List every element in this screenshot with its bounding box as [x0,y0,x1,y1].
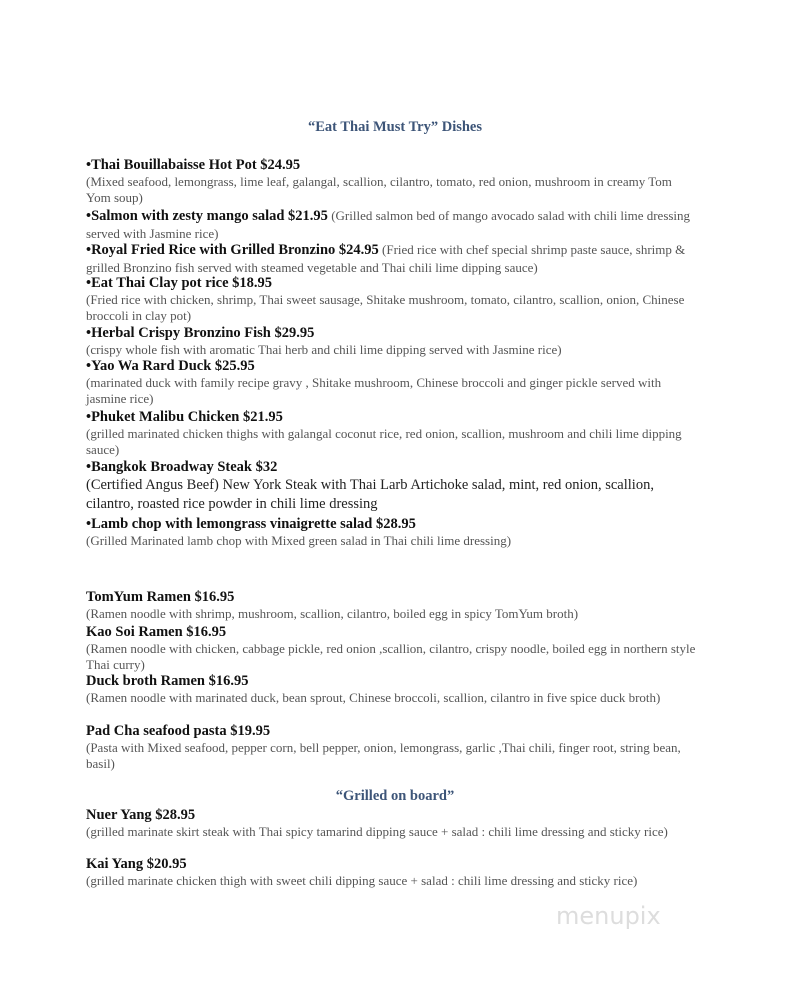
item-description: (Fried rice with chicken, shrimp, Thai sweet sausage, Shitake mushroom, tomato, cilantro, scallion, onion, Chinese broccoli in clay pot) [86,292,685,323]
item-name: •Royal Fried Rice with Grilled Bronzino $24.95 [86,242,379,258]
item-description: (Mixed seafood, lemongrass, lime leaf, galangal, scallion, cilantro, tomato, red onion, mushroom in creamy Tom Yom soup) [86,174,672,205]
item-name: Nuer Yang $28.95 [86,807,196,823]
item-name: Pad Cha seafood pasta $19.95 [86,723,271,739]
item-description: (crispy whole fish with aromatic Thai herb and chili lime dipping served with Jasmine rice) [86,342,562,357]
item-description: (marinated duck with family recipe gravy , Shitake mushroom, Chinese broccoli and ginger pickle served with jasmine rice) [86,375,662,406]
menu-item [86,807,696,840]
grilled-heading: “Grilled on board” [335,788,455,804]
item-name: TomYum Ramen $16.95 [86,589,235,605]
item-name: •Yao Wa Rard Duck $25.95 [86,358,255,374]
menu-item [86,856,696,889]
item-name: •Bangkok Broadway Steak $32 [86,459,278,475]
menu-item [86,325,696,358]
menu-item [86,723,696,771]
item-name: Kai Yang $20.95 [86,856,187,872]
menu-item [86,207,696,243]
item-description: (Grilled Marinated lamb chop with Mixed green salad in Thai chili lime dressing) [86,533,512,548]
item-description: (grilled marinated chicken thighs with galangal coconut rice, red onion, scallion, mushroom and chili lime dipping sauce) [86,426,682,457]
menupix-watermark: menupix [556,902,661,930]
menu-item [86,358,696,406]
item-name: •Thai Bouillabaisse Hot Pot $24.95 [86,157,301,173]
item-description: (Pasta with Mixed seafood, pepper corn, bell pepper, onion, lemongrass, garlic ,Thai chili, finger root, string bean, basil) [86,740,681,771]
item-description: (grilled marinate skirt steak with Thai spicy tamarind dipping sauce + salad : chili lime dressing and sticky rice) [86,824,668,839]
item-name: Kao Soi Ramen $16.95 [86,624,227,640]
item-description: (Ramen noodle with shrimp, mushroom, scallion, cilantro, boiled egg in spicy TomYum broth) [86,606,579,621]
menu-item [86,589,696,622]
item-description: (Ramen noodle with chicken, cabbage pickle, red onion ,scallion, cilantro, crispy noodle, boiled egg in northern style Thai curry) [86,641,696,672]
item-description: (Grilled salmon bed of mango avocado salad with chili lime dressing served with Jasmine rice) [86,208,691,241]
item-name: •Salmon with zesty mango salad $21.95 [86,208,328,224]
menu-item [86,624,696,672]
item-name: Duck broth Ramen $16.95 [86,673,249,689]
item-name: •Lamb chop with lemongrass vinaigrette salad $28.95 [86,516,416,532]
item-name: •Eat Thai Clay pot rice $18.95 [86,275,273,291]
item-description: (Fried rice with chef special shrimp paste sauce, shrimp & grilled Bronzino fish served with steamed vegetable and Thai chili lime dipping sauce) [86,242,686,275]
item-description: (grilled marinate chicken thigh with sweet chili dipping sauce + salad : chili lime dressing and sticky rice) [86,873,638,888]
menu-item [86,275,696,323]
item-name: •Phuket Malibu Chicken $21.95 [86,409,283,425]
menu-item [86,459,696,514]
menu-item [86,157,696,205]
item-name: •Herbal Crispy Bronzino Fish $29.95 [86,325,315,341]
item-description: (Ramen noodle with marinated duck, bean sprout, Chinese broccoli, scallion, cilantro in five spice duck broth) [86,690,661,705]
menu-item [86,673,696,706]
menu-item [86,241,696,277]
must-try-heading: “Eat Thai Must Try” Dishes [307,119,483,135]
item-description: (Certified Angus Beef) New York Steak with Thai Larb Artichoke salad, mint, red onion, scallion, cilantro, roasted rice powder in chili lime dressing [86,477,654,512]
menu-item [86,409,696,457]
menu-item [86,516,696,549]
